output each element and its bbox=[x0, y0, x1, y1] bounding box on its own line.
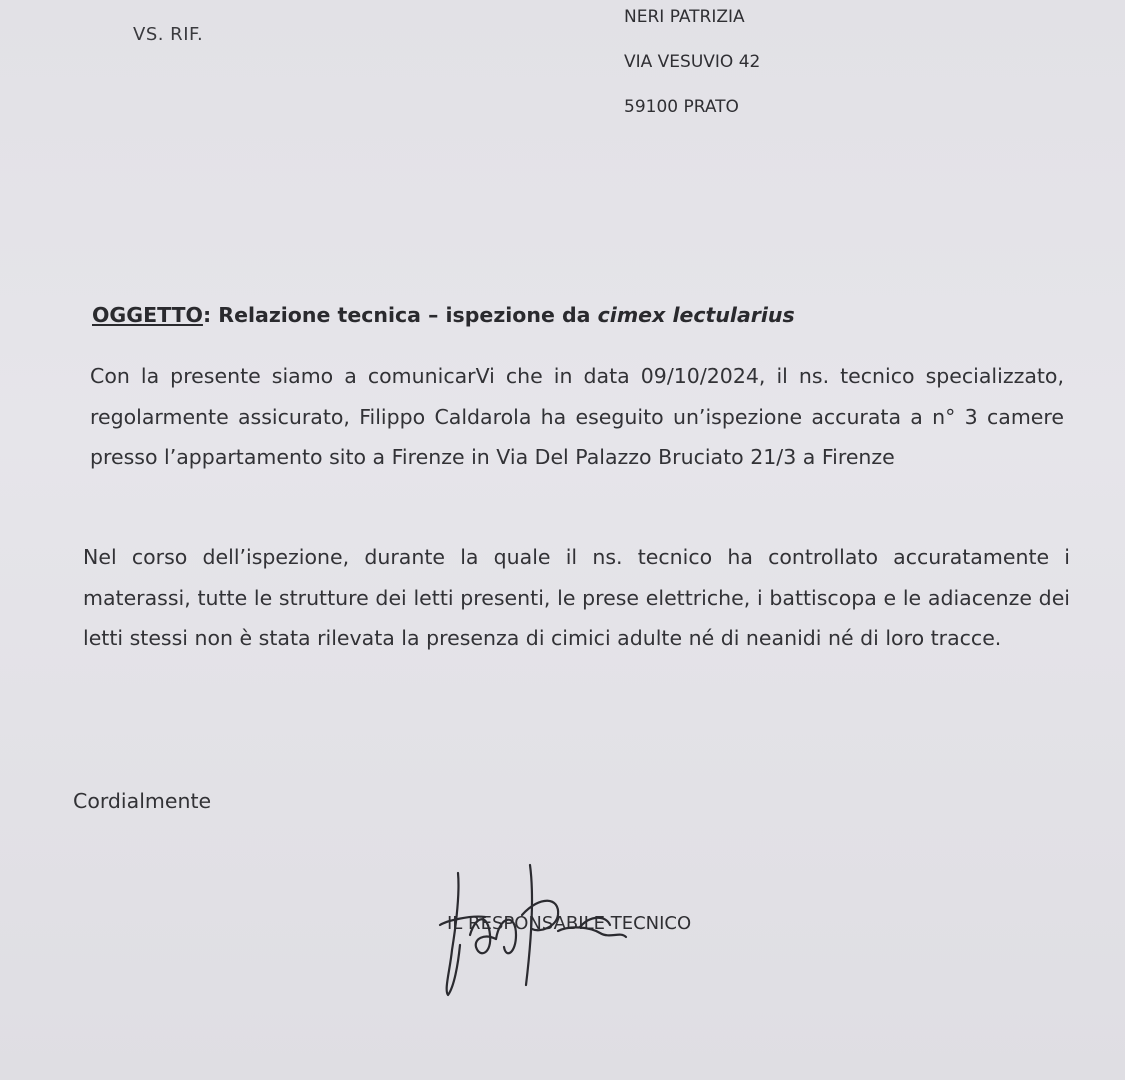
signature-stroke bbox=[558, 927, 626, 937]
signature-stroke bbox=[447, 873, 460, 995]
signature-stroke bbox=[470, 919, 496, 953]
subject-text: Relazione tecnica – ispezione da bbox=[218, 303, 598, 327]
recipient-name: NERI PATRIZIA bbox=[624, 7, 745, 27]
signature-stroke bbox=[526, 865, 532, 985]
reference-label: VS. RIF. bbox=[133, 24, 204, 45]
subject-line bbox=[92, 303, 795, 327]
closing-salutation: Cordialmente bbox=[73, 789, 212, 813]
subject-label: OGGETTO bbox=[92, 303, 203, 327]
handwritten-signature bbox=[430, 855, 660, 1005]
signature-stroke bbox=[580, 918, 610, 927]
recipient-city: 59100 PRATO bbox=[624, 97, 739, 117]
body-paragraph-2: Nel corso dell’ispezione, durante la quale il ns. tecnico ha controllato accuratamente i materassi, tutte le strutture dei letti presenti, le prese elettriche, i battiscopa e le adiacenze dei letti stessi non è stata rilevata la presenza di cimici adulte né di neanidi né di loro tracce. bbox=[83, 545, 1070, 650]
recipient-street: VIA VESUVIO 42 bbox=[624, 52, 761, 72]
subject-italic: cimex lectularius bbox=[597, 303, 795, 327]
recipient-address bbox=[624, 6, 760, 141]
body-paragraph-1: Con la presente siamo a comunicarVi che in data 09/10/2024, il ns. tecnico specializzato, regolarmente assicurato, Filippo Caldarola ha eseguito un’ispezione accurata a n° 3 camere presso l’appartamento sito a Firenze in Via Del Palazzo Bruciato 21/3 a Firenze bbox=[90, 364, 1064, 469]
subject-separator: : bbox=[202, 303, 219, 327]
signature-stroke bbox=[522, 901, 558, 930]
signature-stroke bbox=[496, 920, 516, 954]
signature-title: IL RESPONSABILE TECNICO bbox=[447, 913, 692, 934]
